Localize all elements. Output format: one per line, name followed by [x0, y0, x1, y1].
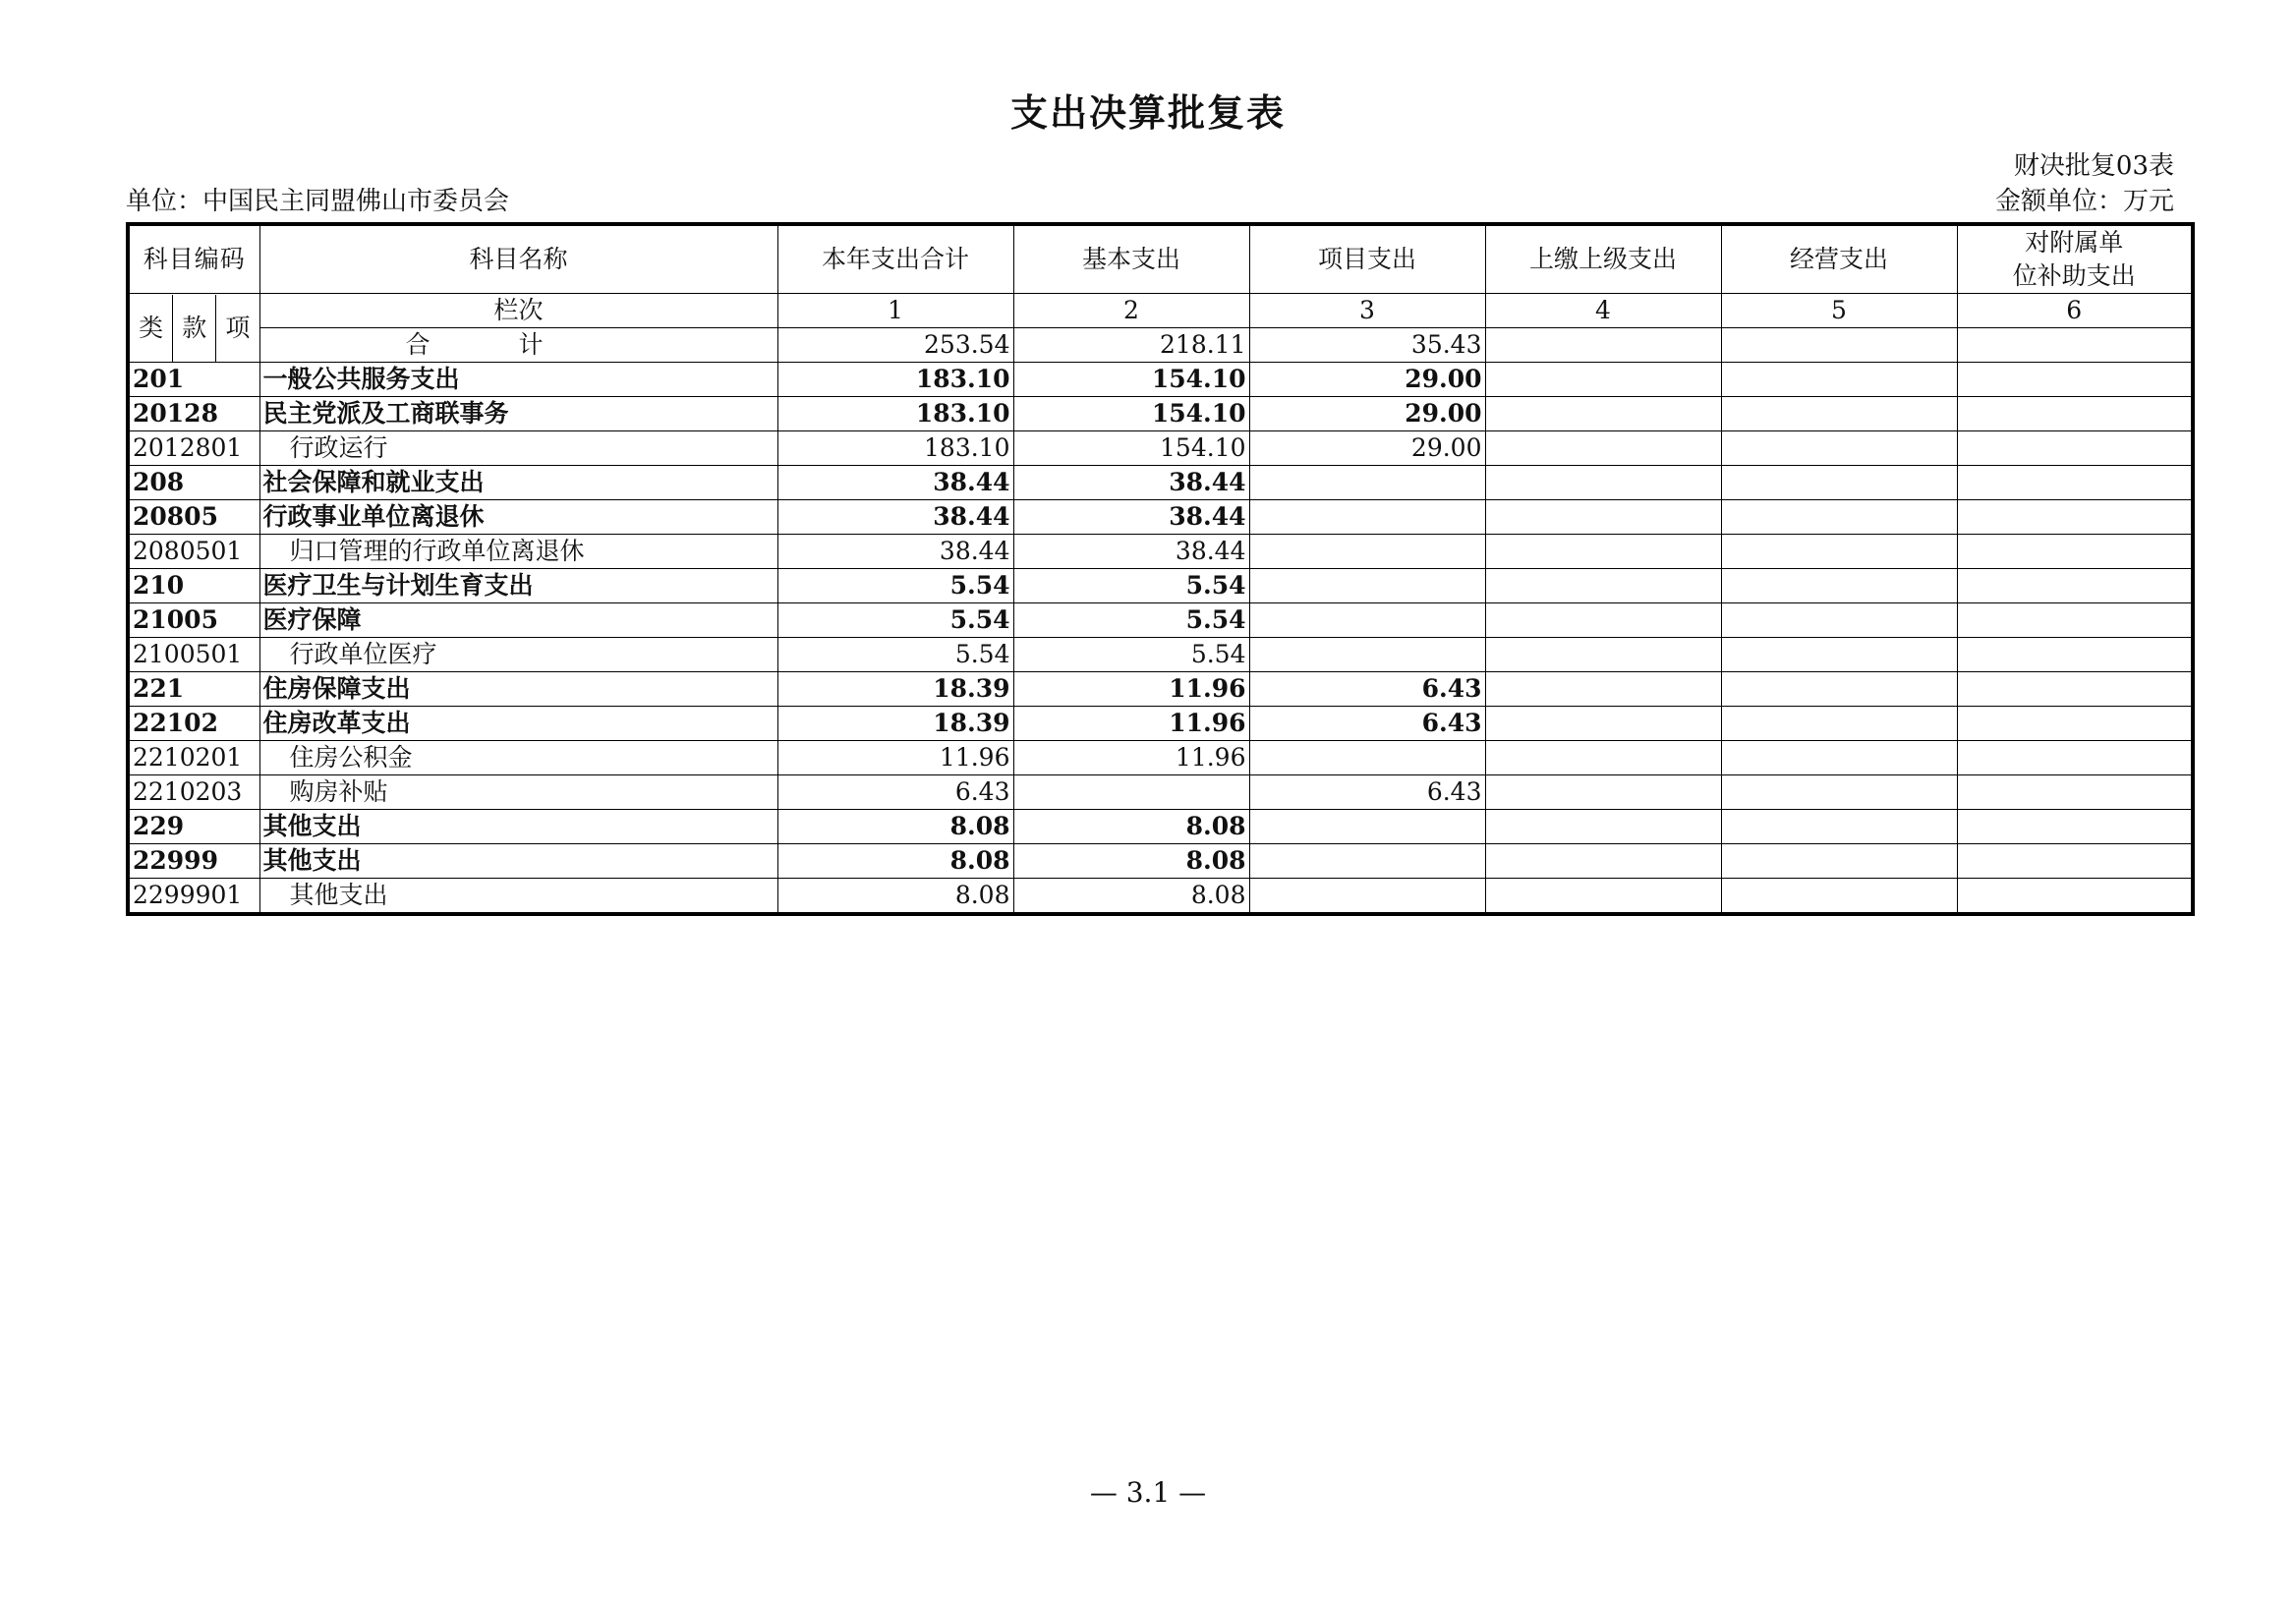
upper-cell: [1485, 535, 1721, 569]
column-number: 1: [777, 294, 1013, 328]
subsidy-cell: [1957, 879, 2193, 915]
header-subsidy-line2: 位补助支出: [2012, 261, 2136, 290]
table-row: [128, 844, 2193, 879]
upper-cell: [1485, 431, 1721, 466]
xiang-label: 项: [225, 313, 251, 342]
table-row: [128, 431, 2193, 466]
basic-cell: 11.96: [1013, 672, 1249, 707]
total-row: [128, 328, 2193, 363]
code-cell: 229: [128, 810, 259, 844]
name-cell: 其他支出: [259, 810, 777, 844]
upper-cell: [1485, 603, 1721, 638]
code-cell: 208: [128, 466, 259, 500]
code-cell: 2299901: [128, 879, 259, 915]
business-cell: [1721, 638, 1957, 672]
column-number: 4: [1485, 294, 1721, 328]
code-cell: 20128: [128, 397, 259, 431]
name-cell: 医疗卫生与计划生育支出: [259, 569, 777, 603]
basic-cell: 38.44: [1013, 535, 1249, 569]
total-label: 合计: [259, 328, 777, 363]
header-code: 科目编码: [128, 224, 259, 294]
table-row: [128, 879, 2193, 915]
project-cell: [1249, 466, 1485, 500]
table-row: [128, 603, 2193, 638]
table-row: [128, 707, 2193, 741]
subsidy-cell: [1957, 397, 2193, 431]
business-cell: [1721, 707, 1957, 741]
code-cell: 22102: [128, 707, 259, 741]
money-unit: 金额单位：万元: [1994, 187, 2174, 216]
basic-cell: 5.54: [1013, 603, 1249, 638]
header-upper: 上缴上级支出: [1485, 224, 1721, 294]
subsidy-cell: [1957, 707, 2193, 741]
name-cell: 行政单位医疗: [259, 638, 777, 672]
subsidy-cell: [1957, 500, 2193, 535]
total-cell: 5.54: [777, 638, 1013, 672]
expenditure-table: [126, 222, 2195, 916]
basic-cell: [1013, 775, 1249, 810]
upper-cell: [1485, 500, 1721, 535]
name-cell: 一般公共服务支出: [259, 363, 777, 397]
upper-cell: [1485, 741, 1721, 775]
code-cell: 2210201: [128, 741, 259, 775]
page-number: — 3.1 —: [1089, 1476, 1207, 1509]
name-cell: 购房补贴: [259, 775, 777, 810]
name-cell: 民主党派及工商联事务: [259, 397, 777, 431]
business-cell: [1721, 535, 1957, 569]
column-index-label: 栏次: [259, 294, 777, 328]
code-cell: 2100501: [128, 638, 259, 672]
business-cell: [1721, 466, 1957, 500]
total-cell: 183.10: [777, 397, 1013, 431]
upper-cell: [1485, 775, 1721, 810]
total-cell: 5.54: [777, 569, 1013, 603]
business-cell: [1721, 672, 1957, 707]
project-cell: [1249, 879, 1485, 915]
project-cell: [1249, 569, 1485, 603]
business-cell: [1721, 500, 1957, 535]
table-row: [128, 569, 2193, 603]
project-cell: [1249, 638, 1485, 672]
name-cell: 医疗保障: [259, 603, 777, 638]
subsidy-cell: [1957, 466, 2193, 500]
basic-cell: 5.54: [1013, 638, 1249, 672]
column-number: 3: [1249, 294, 1485, 328]
table-row: [128, 466, 2193, 500]
business-cell: [1721, 844, 1957, 879]
total-cell: 183.10: [777, 431, 1013, 466]
subsidy-cell: [1957, 741, 2193, 775]
table-row: [128, 363, 2193, 397]
subsidy-cell: [1957, 569, 2193, 603]
business-cell: [1721, 810, 1957, 844]
basic-cell: 8.08: [1013, 810, 1249, 844]
basic-cell: 8.08: [1013, 844, 1249, 879]
upper-cell: [1485, 638, 1721, 672]
code-cell: 2210203: [128, 775, 259, 810]
business-cell: [1721, 363, 1957, 397]
upper-cell: [1485, 844, 1721, 879]
upper-cell: [1485, 707, 1721, 741]
project-cell: 29.00: [1249, 397, 1485, 431]
code-cell: 221: [128, 672, 259, 707]
total-cell: 18.39: [777, 707, 1013, 741]
subsidy-cell: [1957, 431, 2193, 466]
unit-label: 单位：中国民主同盟佛山市委员会: [126, 187, 510, 216]
project-cell: [1249, 603, 1485, 638]
header-subsidy: [1957, 224, 2193, 294]
name-cell: 归口管理的行政单位离退休: [259, 535, 777, 569]
table-row: [128, 741, 2193, 775]
name-cell: 其他支出: [259, 879, 777, 915]
total-cell: 38.44: [777, 500, 1013, 535]
business-cell: [1721, 397, 1957, 431]
basic-cell: 154.10: [1013, 363, 1249, 397]
total-cell: 38.44: [777, 466, 1013, 500]
project-cell: [1249, 741, 1485, 775]
table-row: [128, 810, 2193, 844]
upper-cell: [1485, 672, 1721, 707]
basic-cell: 11.96: [1013, 741, 1249, 775]
project-cell: 6.43: [1249, 707, 1485, 741]
upper-cell: [1485, 569, 1721, 603]
project-cell: [1249, 500, 1485, 535]
business-cell: [1721, 879, 1957, 915]
total-cell: 6.43: [777, 775, 1013, 810]
upper-cell: [1485, 810, 1721, 844]
column-number: 2: [1013, 294, 1249, 328]
business-cell: [1721, 328, 1957, 363]
total-cell: 5.54: [777, 603, 1013, 638]
upper-cell: [1485, 363, 1721, 397]
table-row: [128, 500, 2193, 535]
subsidy-cell: [1957, 328, 2193, 363]
code-cell: 2080501: [128, 535, 259, 569]
project-cell: 6.43: [1249, 672, 1485, 707]
column-number: 5: [1721, 294, 1957, 328]
basic-cell: 154.10: [1013, 397, 1249, 431]
upper-cell: [1485, 397, 1721, 431]
subsidy-cell: [1957, 844, 2193, 879]
code-cell: 22999: [128, 844, 259, 879]
code-cell: 201: [128, 363, 259, 397]
table-row: [128, 775, 2193, 810]
table-row: [128, 397, 2193, 431]
project-cell: [1249, 535, 1485, 569]
upper-cell: [1485, 328, 1721, 363]
subsidy-cell: [1957, 672, 2193, 707]
name-cell: 社会保障和就业支出: [259, 466, 777, 500]
total-cell: 18.39: [777, 672, 1013, 707]
lei-label: 类: [130, 295, 173, 362]
kuan-label: 款: [173, 295, 216, 362]
subsidy-cell: [1957, 810, 2193, 844]
header-basic: 基本支出: [1013, 224, 1249, 294]
form-id: 财决批复03表: [2013, 151, 2174, 181]
header-business: 经营支出: [1721, 224, 1957, 294]
upper-cell: [1485, 879, 1721, 915]
project-cell: 35.43: [1249, 328, 1485, 363]
basic-cell: 38.44: [1013, 466, 1249, 500]
total-cell: 11.96: [777, 741, 1013, 775]
subsidy-cell: [1957, 638, 2193, 672]
total-cell: 38.44: [777, 535, 1013, 569]
code-cell: 2012801: [128, 431, 259, 466]
project-cell: [1249, 844, 1485, 879]
upper-cell: [1485, 466, 1721, 500]
column-number: 6: [1957, 294, 2193, 328]
total-cell: 8.08: [777, 810, 1013, 844]
header-subsidy-line1: 对附属单: [2025, 228, 2124, 257]
name-cell: 住房保障支出: [259, 672, 777, 707]
name-cell: 住房改革支出: [259, 707, 777, 741]
column-number-row: [128, 294, 2193, 328]
total-cell: 183.10: [777, 363, 1013, 397]
document-title: 支出决算批复表: [1009, 91, 1286, 135]
project-cell: [1249, 810, 1485, 844]
project-cell: 29.00: [1249, 363, 1485, 397]
basic-cell: 5.54: [1013, 569, 1249, 603]
basic-cell: 218.11: [1013, 328, 1249, 363]
basic-cell: 154.10: [1013, 431, 1249, 466]
subsidy-cell: [1957, 603, 2193, 638]
lei-kuan-xiang-cell: [128, 294, 259, 363]
name-cell: 住房公积金: [259, 741, 777, 775]
code-cell: 210: [128, 569, 259, 603]
project-cell: 29.00: [1249, 431, 1485, 466]
header-project: 项目支出: [1249, 224, 1485, 294]
business-cell: [1721, 775, 1957, 810]
name-cell: 行政事业单位离退休: [259, 500, 777, 535]
business-cell: [1721, 569, 1957, 603]
total-cell: 253.54: [777, 328, 1013, 363]
code-cell: 21005: [128, 603, 259, 638]
header-row: [128, 224, 2193, 294]
basic-cell: 38.44: [1013, 500, 1249, 535]
table-row: [128, 535, 2193, 569]
name-cell: 行政运行: [259, 431, 777, 466]
table-row: [128, 672, 2193, 707]
subsidy-cell: [1957, 535, 2193, 569]
business-cell: [1721, 741, 1957, 775]
header-total: 本年支出合计: [777, 224, 1013, 294]
subsidy-cell: [1957, 363, 2193, 397]
table-row: [128, 638, 2193, 672]
name-cell: 其他支出: [259, 844, 777, 879]
business-cell: [1721, 431, 1957, 466]
total-cell: 8.08: [777, 879, 1013, 915]
total-cell: 8.08: [777, 844, 1013, 879]
basic-cell: 8.08: [1013, 879, 1249, 915]
business-cell: [1721, 603, 1957, 638]
header-name: 科目名称: [259, 224, 777, 294]
project-cell: 6.43: [1249, 775, 1485, 810]
subsidy-cell: [1957, 775, 2193, 810]
basic-cell: 11.96: [1013, 707, 1249, 741]
code-cell: 20805: [128, 500, 259, 535]
